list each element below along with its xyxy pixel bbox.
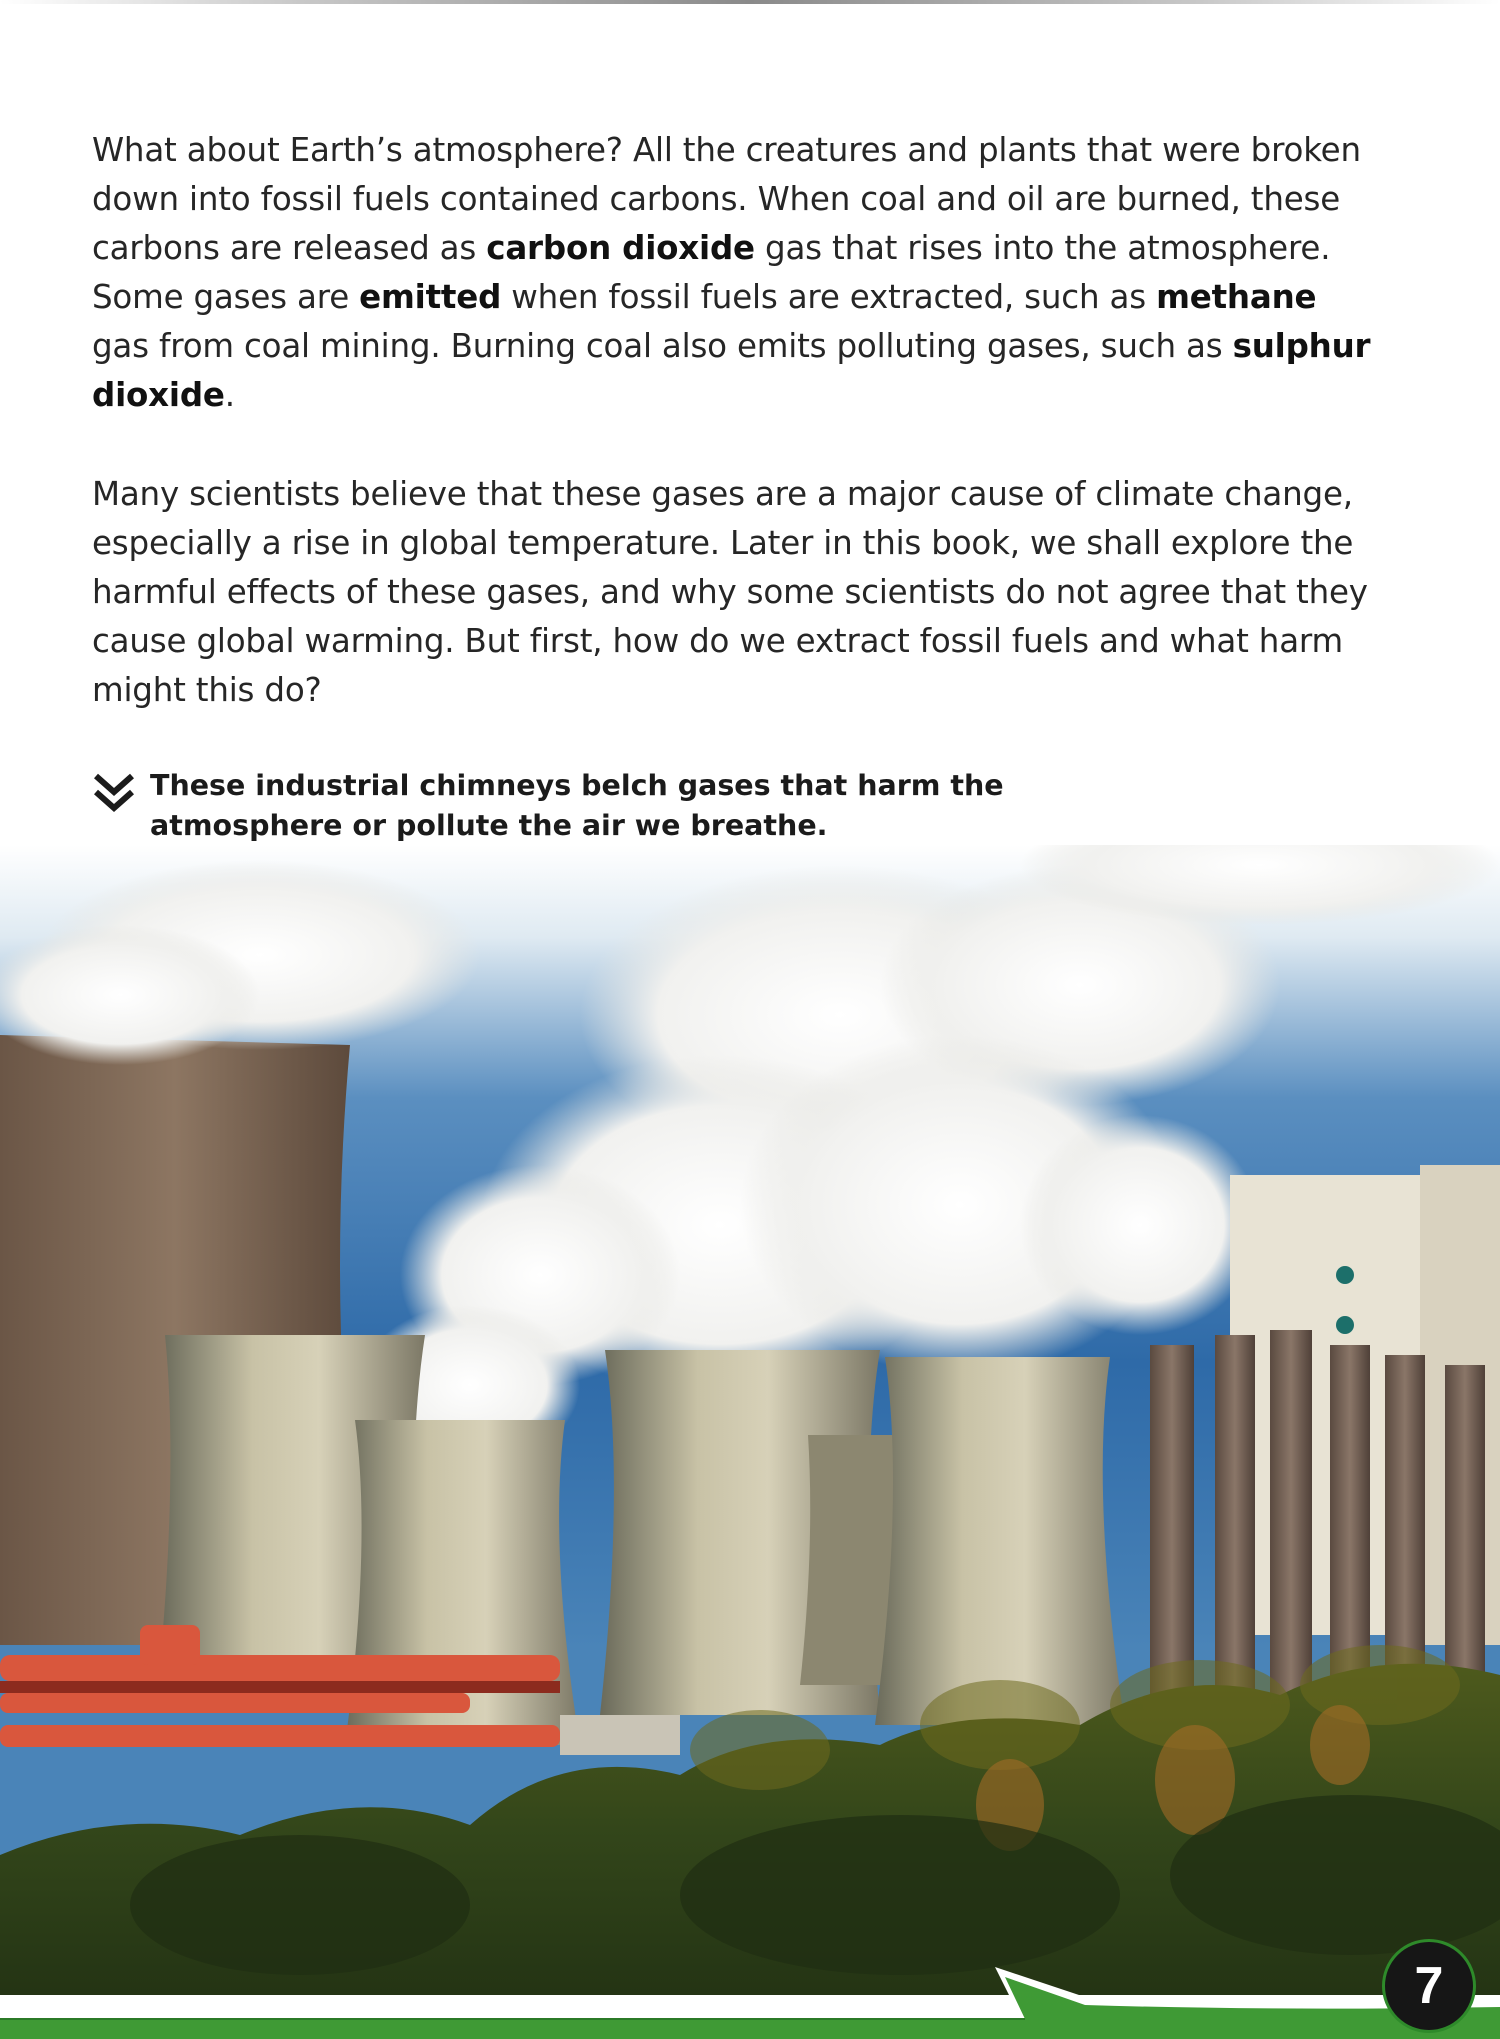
paragraph-atmosphere xyxy=(92,126,1382,420)
term-emitted: emitted xyxy=(359,278,502,316)
caption-text: These industrial chimneys belch gases that harm the atmosphere or pollute the air we breathe. xyxy=(150,769,1004,842)
p1-seg-6: gas from coal mining. Burning coal also emits polluting gases, such as xyxy=(92,327,1233,365)
term-sulphur-dioxide: sulphur dioxide xyxy=(92,327,1371,414)
p1-seg-2: gas that rises into the atmosphere. Some gases are xyxy=(92,229,1331,316)
power-station-photo xyxy=(0,845,1500,1995)
p1-seg-4: when fossil fuels are extracted, such as xyxy=(501,278,1157,316)
p1-seg-8: . xyxy=(224,376,235,414)
photo-caption xyxy=(92,766,1192,846)
double-chevron-down-icon xyxy=(92,770,136,814)
footer-green-band xyxy=(0,1869,1500,2039)
term-carbon-dioxide: carbon dioxide xyxy=(486,229,755,267)
page-number-badge: 7 xyxy=(1382,1939,1476,2033)
page-top-rule xyxy=(0,0,1500,4)
p1-seg-0: What about Earth’s atmosphere? All the creatures and plants that were broken down into fossil fuels contained carbons. When coal and oil are burned, these carbons are released as xyxy=(92,131,1361,267)
term-methane: methane xyxy=(1156,278,1317,316)
paragraph-climate-change: Many scientists believe that these gases are a major cause of climate change, especially a rise in global temperature. Later in this book, we shall explore the harmful effects of these gases, and why some scientists do not agree that they cause global warming. But first, how do we extract fossil fuels and what harm might this do? xyxy=(92,475,1368,709)
